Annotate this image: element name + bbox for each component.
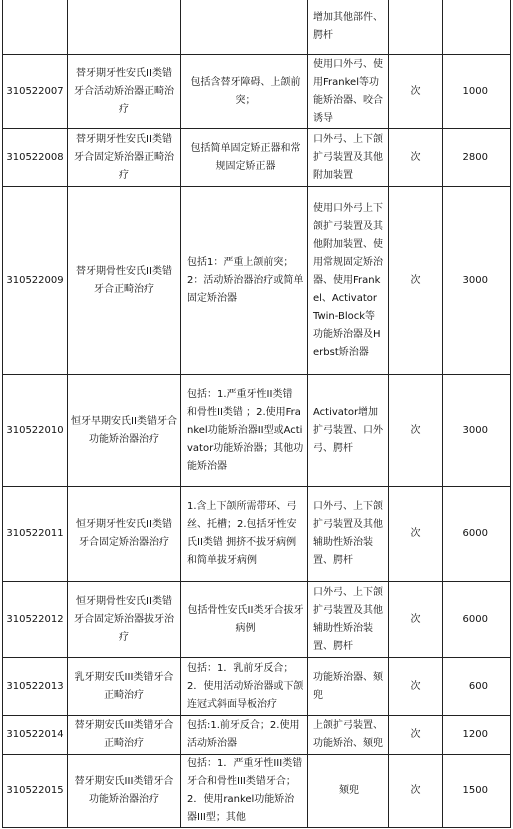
item-content: 包括1：严重上颌前突；2：活动矫治器治疗或简单固定矫治器: [181, 187, 308, 375]
item-content: [181, 0, 308, 55]
item-name: 恒牙早期安氏II类错牙合功能矫治器治疗: [68, 375, 181, 487]
item-unit: 次: [389, 187, 443, 375]
item-name: [68, 0, 181, 55]
item-code: 310522014: [3, 716, 68, 755]
item-name: 替牙期牙性安氏II类错 牙合固定矫治器正畸治疗: [68, 129, 181, 187]
item-exclusions: 颏兜: [308, 755, 389, 828]
fee-table: [2, 0, 511, 828]
table-row: [3, 755, 511, 828]
item-code: 310522007: [3, 55, 68, 129]
item-price: [443, 0, 511, 55]
item-unit: 次: [389, 755, 443, 828]
item-name: 替牙期骨性安氏II类错 牙合正畸治疗: [68, 187, 181, 375]
item-exclusions: 功能矫治器、颏兜: [308, 658, 389, 716]
item-exclusions: 口外弓、上下颌扩弓装置及其他附加装置: [308, 129, 389, 187]
item-content: 包括含替牙障碍、上颌前突；: [181, 55, 308, 129]
item-code: 310522012: [3, 582, 68, 658]
item-price: 1200: [443, 716, 511, 755]
item-name: 恒牙期牙性安氏II类错 牙合固定矫治器治疗: [68, 487, 181, 582]
table-row: [3, 187, 511, 375]
item-code: 310522011: [3, 487, 68, 582]
item-code: 310522010: [3, 375, 68, 487]
item-price: 6000: [443, 582, 511, 658]
item-name: 乳牙期安氏III类错牙合正畸治疗: [68, 658, 181, 716]
table-row: [3, 55, 511, 129]
item-content: 包括：1．乳前牙反合；2．使用活动矫治器或下颌连冠式斜面导板治疗: [181, 658, 308, 716]
table-row: [3, 582, 511, 658]
item-code: 310522015: [3, 755, 68, 828]
item-price: 6000: [443, 487, 511, 582]
item-price: 1500: [443, 755, 511, 828]
item-exclusions: 口外弓、上下颌扩弓装置及其他辅助性矫治装置、腭杆: [308, 582, 389, 658]
table-row: [3, 0, 511, 55]
item-price: 3000: [443, 375, 511, 487]
item-unit: 次: [389, 375, 443, 487]
item-content: 1.含上下颌所需带环、弓丝、托槽；2.包括牙性安氏II类错 拥挤不拔牙病例和简单拔牙病例: [181, 487, 308, 582]
item-code: 310522009: [3, 187, 68, 375]
item-name: 恒牙期骨性安氏II类错 牙合固定矫治器拔牙治疗: [68, 582, 181, 658]
item-price: 1000: [443, 55, 511, 129]
item-exclusions: Activator增加扩弓装置、口外弓、腭杆: [308, 375, 389, 487]
item-price: 3000: [443, 187, 511, 375]
item-unit: 次: [389, 582, 443, 658]
item-unit: 次: [389, 658, 443, 716]
item-code: [3, 0, 68, 55]
item-name: 替牙期安氏III类错牙合功能矫治器治疗: [68, 755, 181, 828]
item-content: 包括骨性安氏II类牙合拔牙病例: [181, 582, 308, 658]
item-code: 310522013: [3, 658, 68, 716]
item-name: 替牙期安氏III类错牙合正畸治疗: [68, 716, 181, 755]
table-row: [3, 129, 511, 187]
item-exclusions: 使用口外弓、使用Frankel等功能矫治器、咬合诱导: [308, 55, 389, 129]
item-content: 包括：1．严重牙性III类错牙合和骨性III类错牙合；2．使用rankel功能矫治器III型；其他: [181, 755, 308, 828]
item-name: 替牙期牙性安氏II类错 牙合活动矫治器正畸治疗: [68, 55, 181, 129]
item-unit: 次: [389, 129, 443, 187]
item-price: 2800: [443, 129, 511, 187]
item-unit: 次: [389, 55, 443, 129]
table-row: [3, 658, 511, 716]
item-unit: 次: [389, 487, 443, 582]
item-unit: 次: [389, 716, 443, 755]
item-exclusions: 上颌扩弓装置、功能矫治、颏兜: [308, 716, 389, 755]
table-row: [3, 375, 511, 487]
item-price: 600: [443, 658, 511, 716]
item-exclusions: 口外弓、上下颌扩弓装置及其他辅助性矫治装置、腭杆: [308, 487, 389, 582]
item-exclusions: 增加其他部件、腭杆: [308, 0, 389, 55]
item-content: 包括简单固定矫正器和常规固定矫正器: [181, 129, 308, 187]
item-content: 包括：1.严重牙性II类错 和骨性II类错 ；2.使用Frankel功能矫治器II型或Activator功能矫治器；其他功能矫治器: [181, 375, 308, 487]
item-content: 包括:1.前牙反合；2.使用活动矫治器: [181, 716, 308, 755]
item-unit: [389, 0, 443, 55]
item-code: 310522008: [3, 129, 68, 187]
item-exclusions: 使用口外弓上下颌扩弓装置及其他附加装置、使用常规固定矫治器、使用Frankel、Activator Twin-Block等功能矫治器及Herbst矫治器: [308, 187, 389, 375]
table-row: [3, 487, 511, 582]
table-row: [3, 716, 511, 755]
